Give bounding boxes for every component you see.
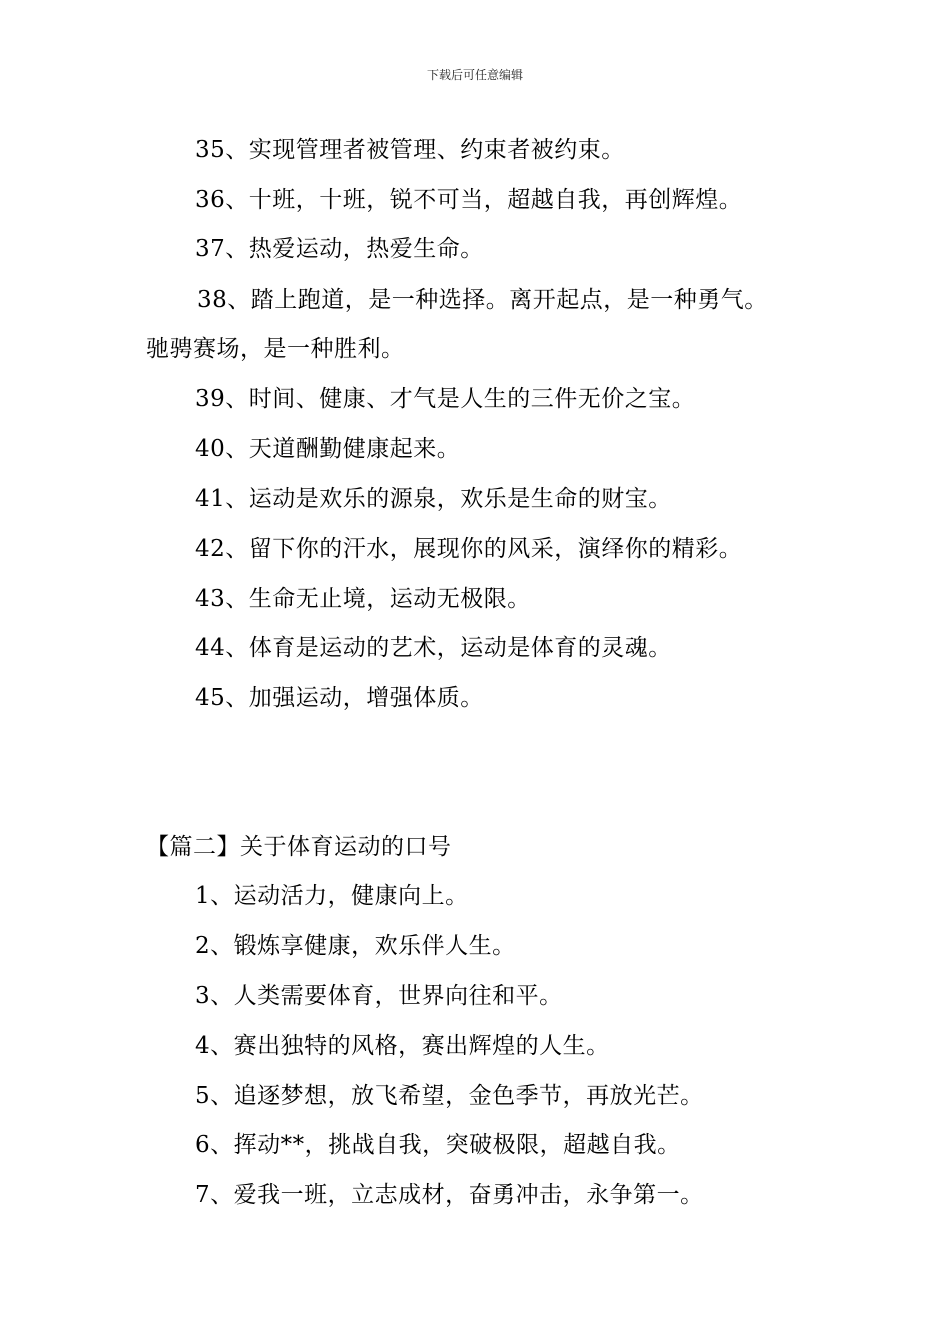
slogan-44: 44、体育是运动的艺术，运动是体育的灵魂。 — [195, 635, 672, 661]
slogan-41: 41、运动是欢乐的源泉，欢乐是生命的财宝。 — [195, 486, 672, 512]
slogan-6: 6、挥动**，挑战自我，突破极限，超越自我。 — [195, 1132, 681, 1158]
slogan-4: 4、赛出独特的风格，赛出辉煌的人生。 — [195, 1033, 610, 1059]
slogan-36: 36、十班，十班，锐不可当，超越自我，再创辉煌。 — [195, 187, 743, 213]
slogan-2: 2、锻炼享健康，欢乐伴人生。 — [195, 933, 516, 959]
slogan-38-continued: 驰骋赛场，是一种胜利。 — [146, 336, 405, 362]
section-heading: 【篇二】关于体育运动的口号 — [146, 834, 452, 860]
slogan-42: 42、留下你的汗水，展现你的风采，演绎你的精彩。 — [195, 536, 743, 562]
slogan-43: 43、生命无止境，运动无极限。 — [195, 586, 531, 612]
slogan-1: 1、运动活力，健康向上。 — [195, 883, 469, 909]
slogan-39: 39、时间、健康、才气是人生的三件无价之宝。 — [195, 386, 696, 412]
slogan-37: 37、热爱运动，热爱生命。 — [195, 236, 484, 262]
slogan-45: 45、加强运动，增强体质。 — [195, 685, 484, 711]
slogan-40: 40、天道酬勤健康起来。 — [195, 436, 461, 462]
page-header-note: 下载后可任意编辑 — [426, 68, 523, 82]
slogan-38: 38、踏上跑道，是一种选择。离开起点，是一种勇气。 — [197, 287, 768, 313]
slogan-3: 3、人类需要体育，世界向往和平。 — [195, 983, 563, 1009]
slogan-7: 7、爱我一班，立志成材，奋勇冲击，永争第一。 — [195, 1182, 704, 1208]
slogan-5: 5、追逐梦想，放飞希望，金色季节，再放光芒。 — [195, 1083, 704, 1109]
slogan-35: 35、实现管理者被管理、约束者被约束。 — [195, 137, 625, 163]
